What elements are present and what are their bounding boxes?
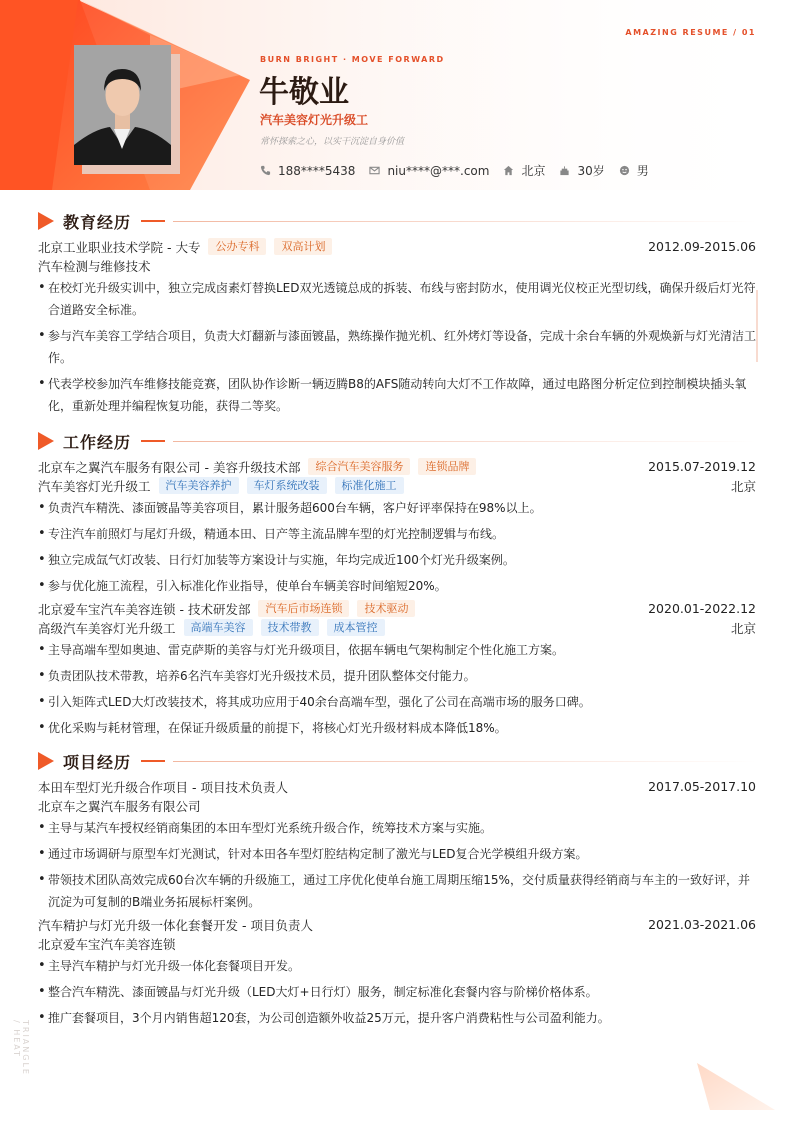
position-tag: 汽车美容养护: [159, 477, 239, 494]
project-company: 北京爱车宝汽车美容连锁: [38, 936, 176, 952]
job-location: 北京: [730, 478, 756, 494]
age-text: 30岁: [577, 164, 605, 178]
education-header: [38, 211, 756, 231]
project-row: [38, 777, 756, 796]
contact-gender: [619, 162, 649, 179]
list-item: • 整合汽车精洗、漆面镀晶与灯光升级（LED大灯+日行灯）服务，制定标准化套餐内容与阶梯价格体系。: [38, 981, 756, 1003]
section-title: 教育经历: [63, 212, 132, 232]
position-tag: 成本管控: [327, 619, 385, 636]
project-dates: 2017.05-2017.10: [648, 779, 756, 794]
school-name: 北京工业职业技术学院 - 大专: [38, 239, 201, 255]
company-name: 北京爱车宝汽车美容连锁 - 技术研发部: [38, 601, 251, 617]
triangle-icon: [38, 432, 54, 450]
project-bullets: [38, 955, 756, 1029]
contact-phone: [260, 164, 355, 178]
company-tag: 综合汽车美容服务: [308, 458, 410, 475]
list-item: • 带领技术团队高效完成60台次车辆的升级施工，通过工序优化使单台施工周期压缩15%，交付质量获得经销商与车主的一致好评，并沉淀为可复制的B端业务拓展标杆案例。: [38, 869, 756, 913]
project-name: 汽车精护与灯光升级一体化套餐开发 - 项目负责人: [38, 917, 313, 933]
section-dash: [141, 760, 165, 762]
job-company-row: [38, 599, 756, 618]
job-location: 北京: [730, 620, 756, 636]
section-dash: [141, 440, 165, 442]
candidate-name: 牛敬业: [259, 75, 349, 110]
list-item: • 专注汽车前照灯与尾灯升级，精通本田、日产等主流品牌车型的灯光控制逻辑与布线。: [38, 523, 756, 545]
contact-age: [559, 162, 604, 179]
mail-icon: [369, 165, 380, 176]
contact-bar: [260, 162, 649, 179]
list-item: • 主导汽车精护与灯光升级一体化套餐项目开发。: [38, 955, 756, 977]
company-tag: 汽车后市场连锁: [258, 600, 349, 617]
project-name: 本田车型灯光升级合作项目 - 项目技术负责人: [38, 779, 288, 795]
contact-city: [503, 162, 545, 179]
side-tag: TRIANGLE / HEAT: [12, 1020, 30, 1076]
projects-header: [38, 751, 756, 771]
list-item: • 主导高端车型如奥迪、雷克萨斯的美容与灯光升级项目，依据车辆电气架构制定个性化施工方案。: [38, 639, 756, 661]
company-name: 北京车之翼汽车服务有限公司 - 美容升级技术部: [38, 459, 301, 475]
triangle-icon: [38, 212, 54, 230]
job-bullets: [38, 639, 756, 739]
list-item: • 通过市场调研与原型车灯光测试，针对本田各车型灯腔结构定制了激光与LED复合光学模组升级方案。: [38, 843, 756, 865]
education-dates: 2012.09-2015.06: [648, 239, 756, 254]
position-tag: 高端车美容: [184, 619, 253, 636]
section-divider: [173, 221, 756, 222]
corner-tag: AMAZING RESUME / 01: [625, 28, 756, 37]
major-name: 汽车检测与维修技术: [38, 258, 151, 274]
phone-icon: [260, 165, 271, 176]
project-row: [38, 915, 756, 934]
position-name: 高级汽车美容灯光升级工: [38, 620, 176, 636]
project-dates: 2021.03-2021.06: [648, 917, 756, 932]
education-section: [38, 211, 756, 421]
school-tag: 公办专科: [208, 238, 266, 255]
contact-email: [369, 164, 489, 178]
cake-icon: [559, 165, 570, 176]
motto: BURN BRIGHT · MOVE FORWARD: [260, 55, 445, 64]
projects-section: [38, 751, 756, 1033]
list-item: • 代表学校参加汽车维修技能竞赛，团队协作诊断一辆迈腾B8的AFS随动转向大灯不工作故障，通过电路图分析定位到控制模块插头氧化，重新处理并编程恢复功能，获得二等奖。: [38, 373, 756, 417]
school-tag: 双高计划: [274, 238, 332, 255]
section-title: 工作经历: [63, 432, 132, 452]
company-tag: 连锁品牌: [418, 458, 476, 475]
education-row: [38, 237, 756, 256]
phone-text: 188****5438: [278, 163, 356, 178]
gender-text: 男: [636, 164, 649, 178]
list-item: • 在校灯光升级实训中，独立完成卤素灯替换LED双光透镜总成的拆装、布线与密封防水，使用调光仪校正光型切线，确保升级后灯光符合道路安全标准。: [38, 277, 756, 321]
project-company: 北京车之翼汽车服务有限公司: [38, 798, 201, 814]
major-row: [38, 256, 756, 275]
job-bullets: [38, 497, 756, 597]
list-item: • 独立完成氙气灯改装、日行灯加装等方案设计与实施，年均完成近100个灯光升级案例。: [38, 549, 756, 571]
company-tag: 技术驱动: [357, 600, 415, 617]
triangle-icon: [38, 752, 54, 770]
list-item: • 负责汽车精洗、漆面镀晶等美容项目，累计服务超600台车辆，客户好评率保持在98%以上。: [38, 497, 756, 519]
list-item: • 参与优化施工流程，引入标准化作业指导，使单台车辆美容时间缩短20%。: [38, 575, 756, 597]
slogan: 常怀探索之心，以实干沉淀自身价值: [260, 137, 405, 147]
list-item: • 优化采购与耗材管理，在保证升级质量的前提下，将核心灯光升级材料成本降低18%。: [38, 717, 756, 739]
home-icon: [503, 165, 514, 176]
work-section: [38, 431, 756, 743]
section-divider: [173, 761, 756, 762]
email-text: niu****@***.com: [387, 163, 490, 178]
job-company-row: [38, 457, 756, 476]
job-position-row: [38, 618, 756, 637]
person-icon: [619, 165, 630, 176]
section-title: 项目经历: [63, 752, 132, 772]
project-company-row: [38, 934, 756, 953]
education-bullets: [38, 277, 756, 417]
city-text: 北京: [521, 164, 546, 178]
section-divider: [173, 441, 756, 442]
job-dates: 2020.01-2022.12: [648, 601, 756, 616]
position-tag: 技术带教: [261, 619, 319, 636]
position-name: 汽车美容灯光升级工: [38, 478, 151, 494]
section-dash: [141, 220, 165, 222]
avatar: [74, 45, 171, 165]
job-position-row: [38, 476, 756, 495]
list-item: • 推广套餐项目，3个月内销售超120套，为公司创造额外收益25万元，提升客户消费粘性与公司盈利能力。: [38, 1007, 756, 1029]
position-tag: 车灯系统改装: [247, 477, 327, 494]
job-dates: 2015.07-2019.12: [648, 459, 756, 474]
list-item: • 引入矩阵式LED大灯改装技术，将其成功应用于40余台高端车型，强化了公司在高端市场的服务口碑。: [38, 691, 756, 713]
project-company-row: [38, 796, 756, 815]
list-item: • 负责团队技术带教，培养6名汽车美容灯光升级技术员，提升团队整体交付能力。: [38, 665, 756, 687]
position-tag: 标准化施工: [335, 477, 404, 494]
list-item: • 参与汽车美容工学结合项目，负责大灯翻新与漆面镀晶，熟练操作抛光机、红外烤灯等设备，完成十余台车辆的外观焕新与灯光清洁工作。: [38, 325, 756, 369]
list-item: • 主导与某汽车授权经销商集团的本田车型灯光系统升级合作，统筹技术方案与实施。: [38, 817, 756, 839]
job-title: 汽车美容灯光升级工: [260, 113, 369, 127]
work-header: [38, 431, 756, 451]
project-bullets: [38, 817, 756, 913]
